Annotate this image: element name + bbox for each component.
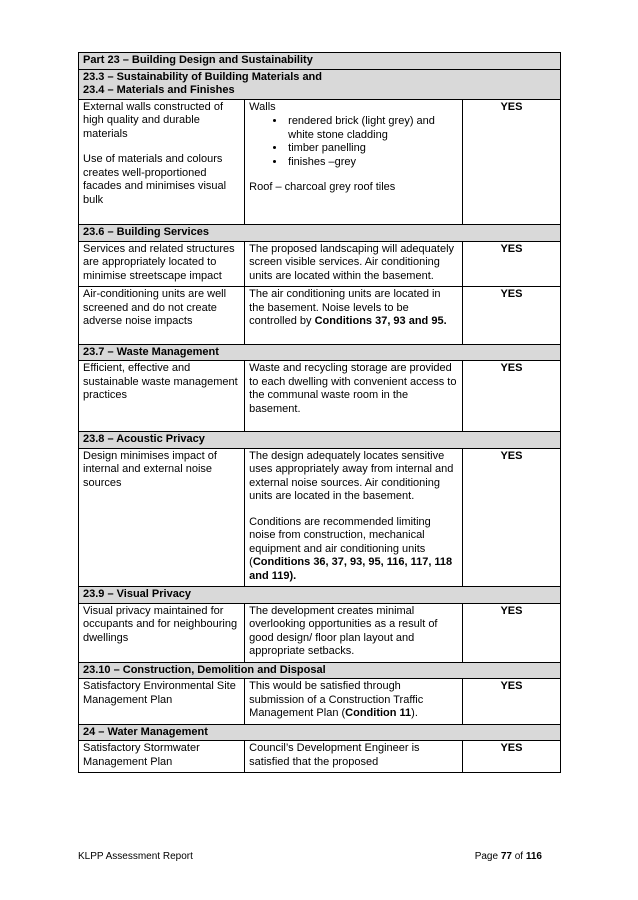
response-cell: The air conditioning units are located in the basement. Noise levels to be controlled by Conditions 37, 93 and 95. [245, 287, 463, 345]
section-header-row [79, 587, 561, 604]
section-23-9-heading: 23.9 – Visual Privacy [79, 587, 561, 604]
section-header-row [79, 225, 561, 242]
status-cell: YES [462, 679, 560, 725]
list-item: • finishes –grey [286, 156, 458, 170]
status-cell: YES [462, 603, 560, 662]
response-cell: Council’s Development Engineer is satisfied that the proposed [245, 741, 463, 773]
section-23-10-heading: 23.10 – Construction, Demolition and Disposal [79, 662, 561, 679]
table-row [79, 679, 561, 725]
section-header-row [79, 662, 561, 679]
roof-text: Roof – charcoal grey roof tiles [249, 181, 396, 193]
section-header-row [79, 69, 561, 99]
condition-reference: Condition 11 [345, 707, 412, 719]
requirement-cell: Visual privacy maintained for occupants and for neighbouring dwellings [79, 603, 245, 662]
requirement-cell: Services and related structures are appropriately located to minimise streetscape impact [79, 241, 245, 287]
response-cell: This would be satisfied through submission of a Construction Traffic Management Plan (Condition 11). [245, 679, 463, 725]
requirement-text: External walls constructed of high quality and durable materials [83, 100, 224, 140]
table-row [79, 603, 561, 662]
section-header-row [79, 53, 561, 70]
section-23-6-heading: 23.6 – Building Services [79, 225, 561, 242]
section-header-row [79, 344, 561, 361]
section-23-3-heading [79, 69, 561, 99]
requirement-cell: Satisfactory Stormwater Management Plan [79, 741, 245, 773]
response-cell: Waste and recycling storage are provided to each dwelling with convenient access to the communal waste room in the basement. [245, 361, 463, 432]
section-24-heading: 24 – Water Management [79, 724, 561, 741]
table-row [79, 287, 561, 345]
section-header-row [79, 432, 561, 449]
response-cell [245, 99, 463, 225]
table-row [79, 241, 561, 287]
response-cell: The proposed landscaping will adequately screen visible services. Air conditioning units are located within the basement. [245, 241, 463, 287]
table-row [79, 448, 561, 587]
response-cell: The design adequately locates sensitive uses appropriately away from internal and external noise sources. Air conditioning units are located in the basement. Conditions are recommended limiting noise from construction, mechanical equipment and air conditioning units (Conditions 36, 37, 93, 95, 116, 117, 118 and 119). [245, 448, 463, 587]
requirement-text: Use of materials and colours creates well-proportioned facades and minimises visual bulk [83, 153, 227, 206]
section-23-3-line1: 23.3 – Sustainability of Building Materials and [83, 70, 322, 83]
requirement-cell: Efficient, effective and sustainable waste management practices [79, 361, 245, 432]
requirement-cell: Air-conditioning units are well screened and do not create adverse noise impacts [79, 287, 245, 345]
footer-page-number: Page 77 of 116 [474, 851, 542, 862]
section-23-3-line2: 23.4 – Materials and Finishes [83, 84, 235, 96]
status-cell: YES [462, 448, 560, 587]
walls-label: Walls [249, 100, 276, 113]
section-23-7-heading: 23.7 – Waste Management [79, 344, 561, 361]
status-cell: YES [462, 99, 560, 225]
status-cell: YES [462, 741, 560, 773]
section-23-8-heading: 23.8 – Acoustic Privacy [79, 432, 561, 449]
list-item: • timber panelling [286, 142, 458, 156]
compliance-table [78, 52, 561, 773]
condition-reference: Conditions 37, 93 and 95. [314, 315, 447, 327]
part-title: Part 23 – Building Design and Sustainability [79, 53, 561, 70]
response-cell: The development creates minimal overlooking opportunities as a result of good design/ floor plan layout and appropriate setbacks. [245, 603, 463, 662]
footer-report-title: KLPP Assessment Report [78, 851, 193, 862]
requirement-cell [79, 99, 245, 225]
list-item: • rendered brick (light grey) and white stone cladding [286, 115, 458, 142]
table-row [79, 741, 561, 773]
requirement-cell: Satisfactory Environmental Site Management Plan [79, 679, 245, 725]
status-cell: YES [462, 241, 560, 287]
requirement-cell: Design minimises impact of internal and external noise sources [79, 448, 245, 587]
condition-reference: Conditions 36, 37, 93, 95, 116, 117, 118 and 119). [249, 556, 453, 582]
table-row [79, 99, 561, 225]
table-row [79, 361, 561, 432]
status-cell: YES [462, 361, 560, 432]
section-header-row [79, 724, 561, 741]
status-cell: YES [462, 287, 560, 345]
materials-list [249, 115, 458, 169]
